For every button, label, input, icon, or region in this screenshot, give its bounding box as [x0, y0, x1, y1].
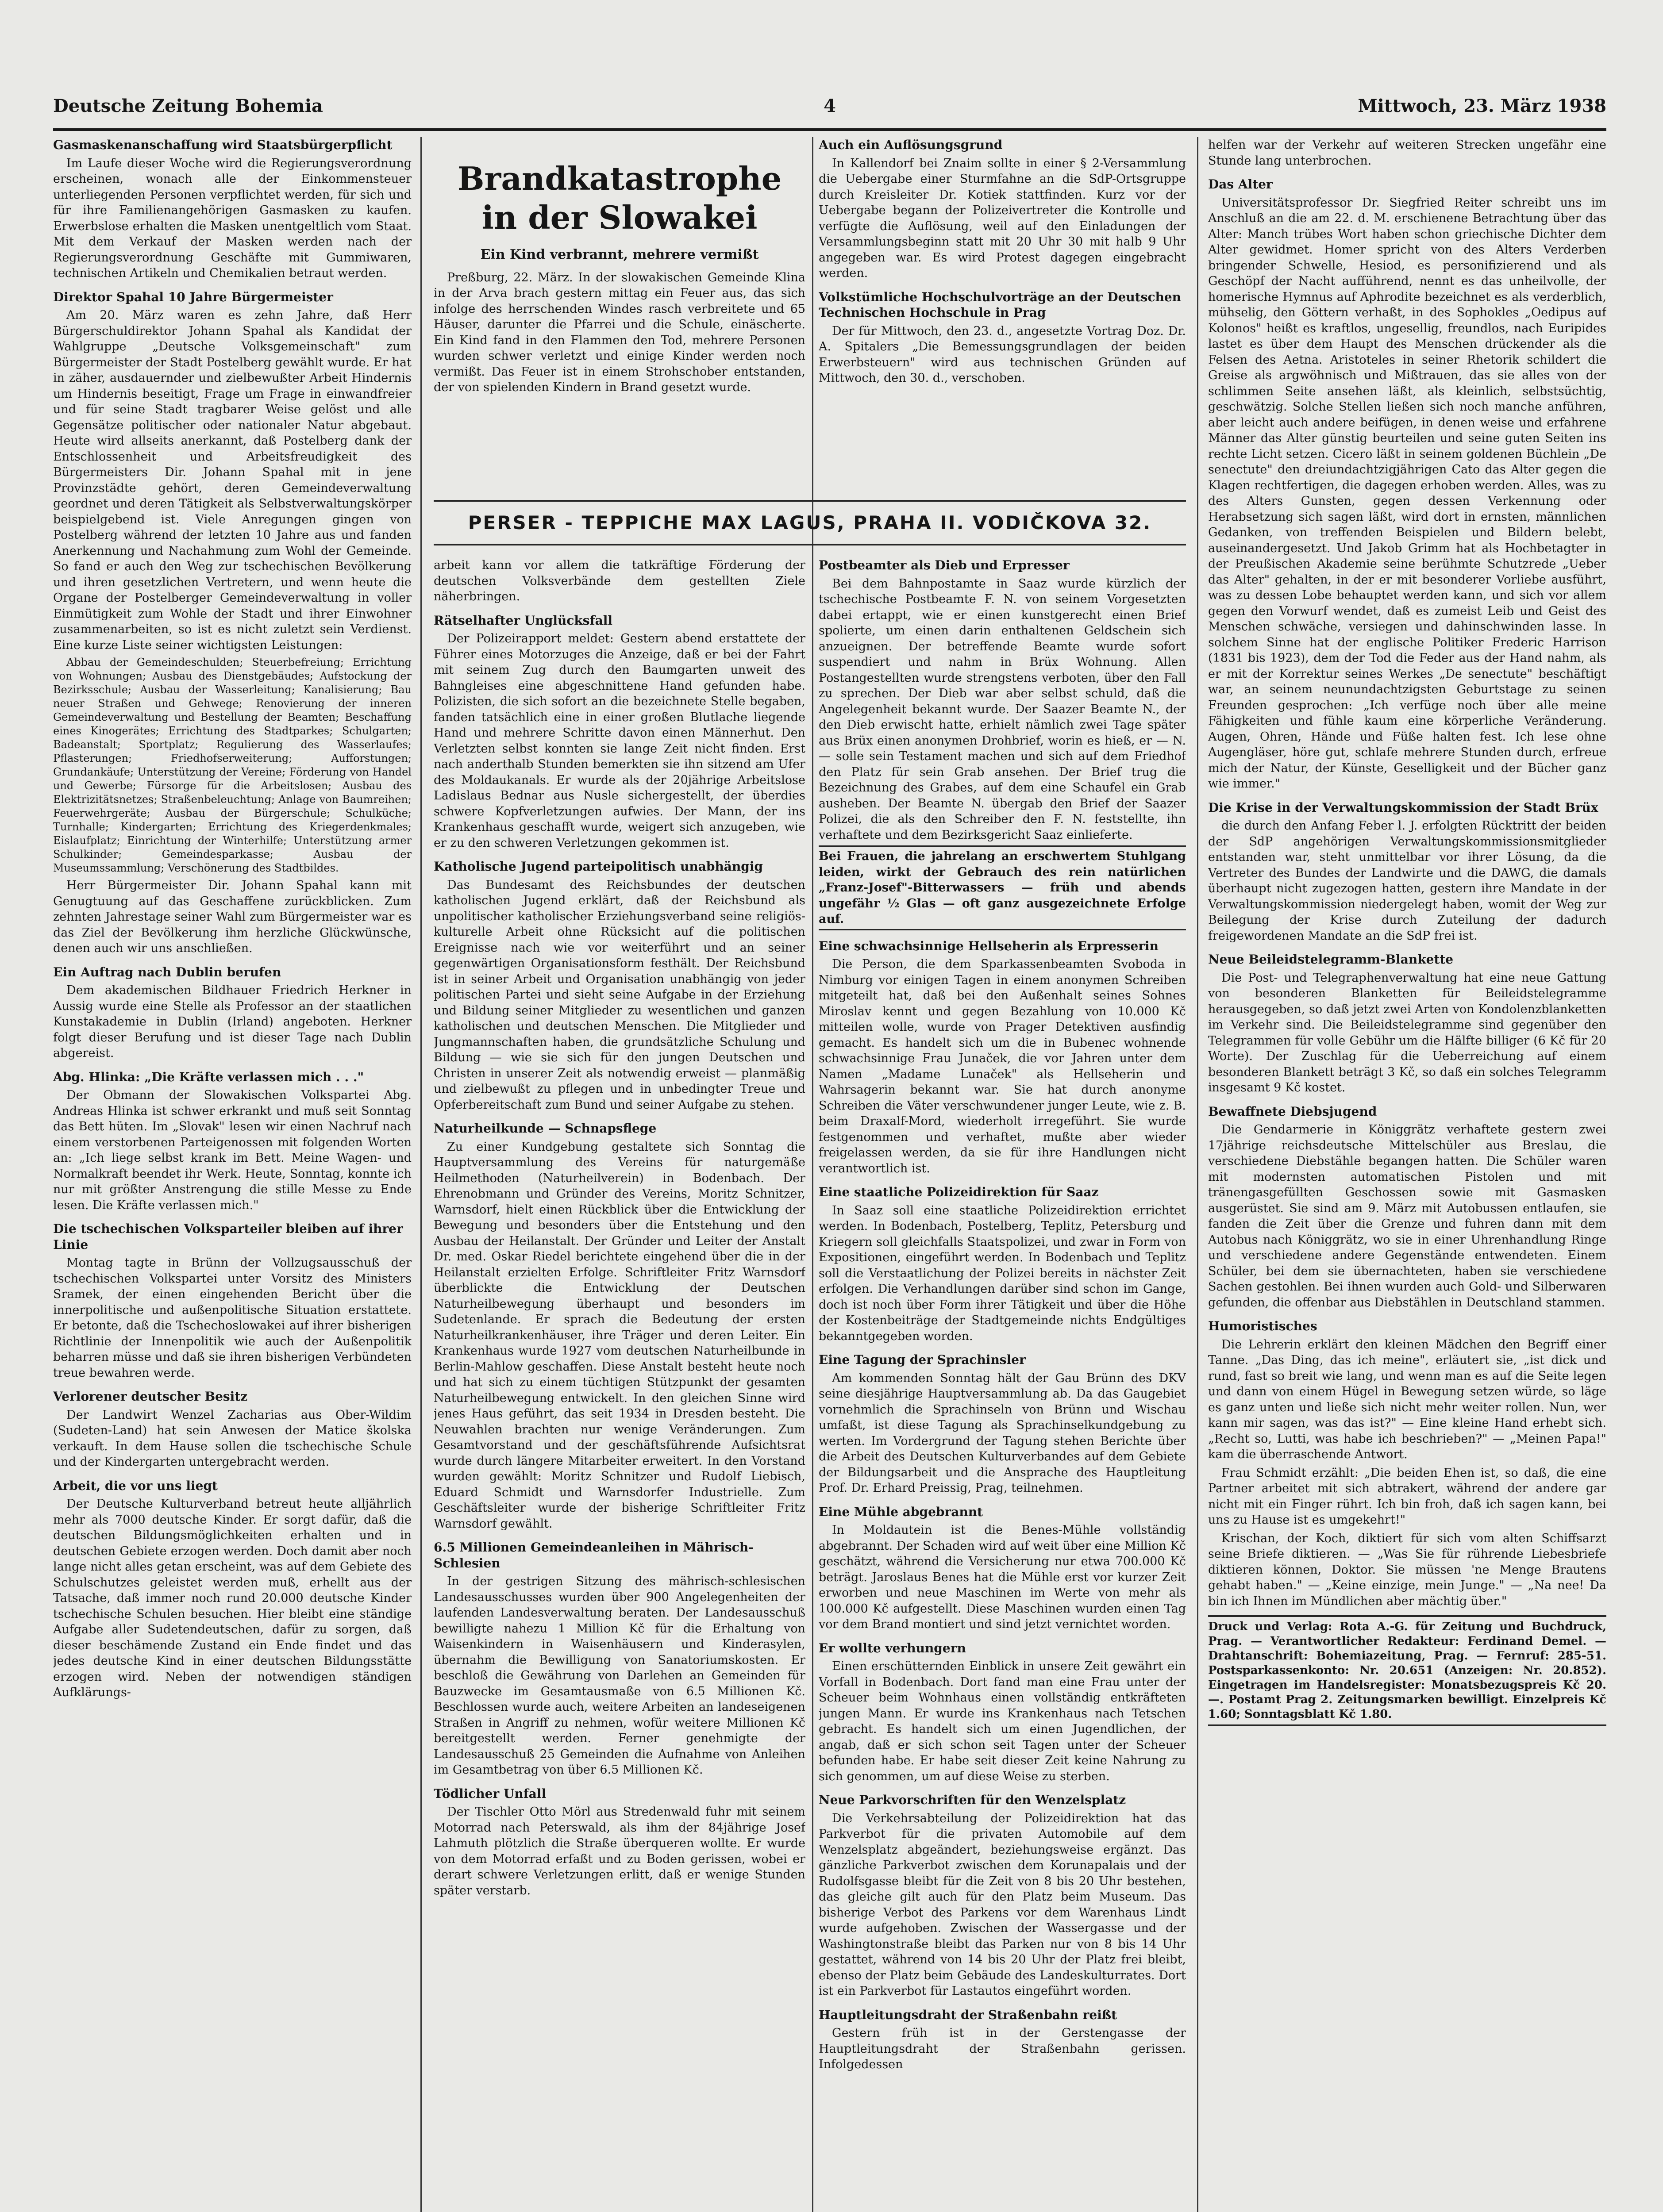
article-heading: 6.5 Millionen Gemeindeanleihen in Mährisch-Schlesien	[434, 1540, 754, 1571]
article-paragraph: Universitätsprofessor Dr. Siegfried Reiter schreibt uns im Anschluß an die am 22. d. M. erschienene Betrachtung über das Alter: Manch trübes Wort haben schon griechische Dichter dem Alter gewidmet. Homer spricht von des Alters Verderben bringender Schwelle, Hesiod, es personifizierend und als Geschöpf der Nacht aufführend, nennt es das unheilvolle, der homerische Hymnus auf Aphrodite bezeichnet es als verderblich, mühselig, den Göttern verhaßt, in des Sophokles „Oedipus auf Kolonos" heißt es kraftlos, ungesellig, freundlos, nach Euripides lastet es über dem Haupt des Menschen drückender als die Felsen des Aetna. Aristoteles in seiner Rhetorik schildert die Greise als argwöhnisch und Mißtrauen, das sie alles von der schlimmen Seite ansehen läßt, als kleinlich, selbstsüchtig, geschwätzig. Solche Stellen ließen sich noch manche anführen, aber leicht auch andere beifügen, in denen weise und erfahrene Männer das Alter günstig beurteilen und seine guten Seiten ins rechte Licht setzen. Cicero läßt in seinem goldenen Büchlein „De senectute" den dreiundachtzigjährigen Cato das Alter gegen die Klagen rechtfertigen, die dagegen erhoben werden. Alles, was zu des Alters Gunsten, gegen dessen Verkennung oder Herabsetzung sich sagen läßt, wird dort in ernsten, männlichen Gedanken, von treffenden Beispielen und Bildern belebt, auseinandergesetzt. Und Jakob Grimm hat als Hochbetagter in der Preußischen Akademie seine berühmte Schutzrede „Ueber das Alter" gehalten, in der er mit besonderer Vorliebe ausführt, was zu dessen Lobe behauptet werden kann, und sich vor allem gegen den Vorwurf wendet, daß es zumeist Leib und Geist des Menschen schwäche, versiegen und dahinschwinden lasse. In solchem Sinne hat der englische Politiker Frederic Harrison (1831 bis 1923), dem der Tod die Feder aus der Hand nahm, als er mit der Korrektur seines Werkes „De senectute" beschäftigt war, an seinem neunundachtzigsten Geburtstage zu seinen Freunden gesprochen: „Ich verfüge noch über alle meine Fähigkeiten und fühle kaum eine körperliche Veränderung. Augen, Ohren, Hände und Füße halten fest. Ich lese ohne Augengläser, höre gut, schlafe mehrere Stunden durch, erfreue mich der Natur, der Künste, Geselligkeit und der Bücher ganz wie immer."	[1208, 196, 1606, 791]
column-3-bottom	[819, 557, 1186, 2212]
article-paragraph: Die Verkehrsabteilung der Polizeidirektion hat das Parkverbot für die privaten Automobile auf dem Wenzelsplatz abgeändert, beziehungsweise ergänzt. Das gänzliche Parkverbot zwischen dem Korunapalais und der Rudolfsgasse bleibt für die Zeit von 8 bis 20 Uhr bestehen, das gleiche gilt auch für den Platz beim Museum. Das bisherige Verbot des Parkens vor dem Warenhaus Lindt wurde aufgehoben. Zwischen der Wassergasse und der Washingtonstraße bleibt das Parken nur von 8 bis 14 Uhr gestattet, während von 14 bis 20 Uhr der Platz frei bleibt, ebenso der Platz beim Gebäude des Landeskulturrates. Dort ist ein Parkverbot für Lastautos eingeführt worden.	[819, 1811, 1186, 1998]
article-heading: Eine Mühle abgebrannt	[819, 1504, 983, 1519]
masthead	[53, 80, 1606, 131]
article-heading: Abg. Hlinka: „Die Kräfte verlassen mich . . ."	[53, 1069, 364, 1084]
article-paragraph: die durch den Anfang Feber l. J. erfolgten Rücktritt der beiden der SdP angehörigen Verwaltungskommissionsmitglieder entstanden war, steht unmittelbar vor ihrer Lösung, da die Vertreter des Bundes der Landwirte und die DAWG, die damals überhaupt nicht zugezogen hatten, gestern ihre Mandate in der Verwaltungskommission niedergelegt haben, womit der Weg zur Beilegung der Krise durch Zuteilung der dadurch freigewordenen Mandate an die SdP frei ist.	[1208, 819, 1606, 943]
article-paragraph: Der für Mittwoch, den 23. d., angesetzte Vortrag Doz. Dr. A. Spitalers „Die Bemessungsgrundlagen der beiden Erwerbsteuern" wird aus technischen Gründen auf Mittwoch, den 30. d., verschoben.	[819, 324, 1186, 385]
column-3-top	[819, 137, 1186, 491]
article-heading: Er wollte verhungern	[819, 1640, 966, 1655]
headline	[434, 159, 805, 237]
article-paragraph: arbeit kann vor allem die tatkräftige Förderung der deutschen Volksverbände dem gestellten Ziele näherbringen.	[434, 558, 805, 603]
article-paragraph: Am 20. März waren es zehn Jahre, daß Herr Bürgerschuldirektor Johann Spahal als Kandidat der Wahlgruppe „Deutsche Volksgemeinschaft" zum Bürgermeister der Stadt Postelberg gewählt wurde. Er hat in zäher, ausdauernder und zielbewußter Arbeit Hindernis um Hindernis beseitigt, Frage um Frage in einwandfreier und für seine Stadt tragbarer Weise gelöst und alle Gegensätze politischer oder nationaler Natur abgebaut. Heute wird allseits anerkannt, daß Postelberg dank der Entschlossenheit und Arbeitsfreudigkeit des Bürgermeisters Dir. Johann Spahal mit in jene Provinzstädte gehört, deren Gemeindeverwaltung geordnet und deren Tätigkeit als Selbstverwaltungskörper beispielgebend ist. Viele Anregungen gingen von Postelberg während der letzten 10 Jahre aus und fanden Anerkennung und Nachahmung zum Wohl der Gemeinde. So fand er auch den Weg zur tschechischen Bevölkerung und ihren gesetzlichen Vertretern, und wenn heute die Organe der Postelberger Gemeindeverwaltung in voller Einmütigkeit zum Wohle der Stadt und ihrer Einwohner zusammenarbeiten, so ist es nicht zuletzt sein Verdienst. Eine kurze Liste seiner wichtigsten Leistungen:	[53, 308, 412, 652]
advertisement-banner	[434, 500, 1186, 545]
article-paragraph: Der Deutsche Kulturverband betreut heute alljährlich mehr als 7000 deutsche Kinder. Er sorgt dafür, daß die deutschen Bildungsmöglichkeiten erhalten und in deutschen Gebiete erzogen werden. Doch damit aber noch lange nicht alles getan erscheint, was auf dem Gebiete des Schulschutzes geleistet werden muß, erhellt aus der Tatsache, daß immer noch rund 20.000 deutsche Kinder tschechische Schulen besuchen. Hier bleibt eine ständige Aufgabe aller Sudetendeutschen, dafür zu sorgen, daß dieser beschämende Zustand ein Ende findet und das jedes deutsche Kind in einer deutschen Bildungsstätte erzogen wird. Neben der notwendigen ständigen Aufklärungs-	[53, 1497, 412, 1699]
article-paragraph: Gestern früh ist in der Gerstengasse der Hauptleitungsdraht der Straßenbahn gerissen. Infolgedessen	[819, 2026, 1186, 2071]
page-number: 4	[824, 96, 836, 116]
article-paragraph: Der Landwirt Wenzel Zacharias aus Ober-Wildim (Sudeten-Land) hat sein Anwesen der Matice školska verkauft. In dem Hause sollen die tschechische Schule und der Kindergarten untergebracht werden.	[53, 1408, 412, 1469]
article-paragraph: Die Post- und Telegraphenverwaltung hat eine neue Gattung von besonderen Blanketten für Beileidstelegramme herausgegeben, so daß jetzt zwei Arten von Kondolenzblanketten im Verkehr sind. Die Beileidstelegramme sind gegenüber den Telegrammen für volle Gebühr um die Hälfte billiger (6 Kč für 20 Worte). Der Zuschlag für die Ueberreichung auf einem besonderen Blankett beträgt 3 Kč, so daß ein solches Telegramm insgesamt 9 Kč kostet.	[1208, 971, 1606, 1094]
article-heading: Auch ein Auflösungsgrund	[819, 138, 1003, 152]
imprint: Druck und Verlag: Rota A.-G. für Zeitung und Buchdruck, Prag. — Verantwortlicher Redakteur: Ferdinand Demel. — Drahtanschrift: Bohemiazeitung, Prag. — Fernruf: 285-51. Postsparkassenkonto: Nr. 20.651 (Anzeigen: Nr. 20.852). Eingetragen im Handelsregister: Monatsbezugspreis Kč 20.—. Postamt Prag 2. Zeitungsmarken bewilligt. Einzelpreis Kč 1.60; Sonntagsblatt Kč 1.80.	[1208, 1615, 1606, 1726]
article-paragraph: Herr Bürgermeister Dir. Johann Spahal kann mit Genugtuung auf das Geschaffene zurückblicken. Zum zehnten Jahrestage seiner Wahl zum Bürgermeister war es das Ziel der Bevölkerung ihm herzliche Glückwünsche, denen auch wir uns anschließen.	[53, 879, 412, 955]
article-paragraph: Bei dem Bahnpostamte in Saaz wurde kürzlich der tschechische Postbeamte F. N. von seinem Vorgesetzten dabei ertappt, wie er einen kunstgerecht einen Brief spolierte, um einen darin enthaltenen Geldschein sich anzueignen. Der betreffende Beamte wurde sofort suspendiert und nahm in Brüx Wohnung. Allen Postangestellten wurde strengstens verboten, über den Fall zu sprechen. Der Dieb war aber selbst schuld, daß die Angelegenheit bekannt wurde. Der Saazer Beamte N., der den Dieb erwischt hatte, erhielt nämlich zwei Tage später aus Brüx einen anonymen Drohbrief, worin es hieß, er — N. — solle sein Testament machen und sich auf dem Friedhof den Platz für sein Grab ansehen. Der Brief trug die Bezeichnung des Grabes, auf dem eine Schaufel ein Grab ausheben. Der Beamte N. übergab den Brief der Saazer Polizei, die als den Schreiber den F. N. feststellte, ihn verhaftete und dem Bezirksgericht Saaz einlieferte.	[819, 576, 1186, 842]
article-paragraph: Der Tischler Otto Mörl aus Stredenwald fuhr mit seinem Motorrad nach Peterswald, als ihm der 84jährige Josef Lahmuth plötzlich die Straße überqueren wollte. Er wurde von dem Motorrad erfaßt und zu Boden gerissen, wobei er derart schwere Verletzungen erlitt, daß er wenige Stunden später verstarb.	[434, 1805, 805, 1897]
article-paragraph: Krischan, der Koch, diktiert für sich vom alten Schiffsarzt seine Briefe diktieren. — „Was Sie für rührende Liebesbriefe diktieren können, Doktor. Sie müssen 'ne Menge Brautens gehabt haben." — „Keine einzige, mein Junge." — „Na nee! Da bin ich Ihnen im Mündlichen aber mächtig über."	[1208, 1531, 1606, 1608]
column-4	[1208, 137, 1606, 2212]
article-paragraph: Der Polizeirapport meldet: Gestern abend erstattete der Führer eines Motorzuges die Anzeige, daß er bei der Fahrt mit seinem Zug durch den Baumgarten unweit des Bahngleises eine abgeschnittene Hand gefunden habe. Polizisten, die sich sofort an die bezeichnete Stelle begaben, fanden tatsächlich eine in einer großen Blutlache liegende Hand und mehrere Schritte davon einen Männerhut. Den Verletzten selbst konnten sie lange Zeit nicht finden. Erst nach anderthalb Stunden bemerkten sie ihn sitzend am Ufer des Moldaukanals. Er wurde als der 20jährige Arbeitslose Ladislaus Bednar aus Nusle sichergestellt, der überdies schwere Kopfverletzungen aufwies. Der Mann, der ins Krankenhaus geschafft wurde, weigert sich anzugeben, wie er zu den schweren Verletzungen gekommen ist.	[434, 632, 805, 850]
article-paragraph: Die Person, die dem Sparkassenbeamten Svoboda in Nimburg vor einigen Tagen in einem anonymen Schreiben mitgeteilt hat, daß bei den Außenhalt seines Sohnes Miroslav kennt und gegen Bezahlung von 10.000 Kč mitteilen wolle, wurde von Prager Detektiven ausfindig gemacht. Es handelt sich um die in Bubenec wohnende schwachsinnige Frau Junaček, die vor Jahren unter dem Namen „Madame Lunaček" als Hellseherin und Wahrsagerin bekannt war. Sie hat durch anonyme Schreiben die Väter verschwundener junger Leute, wie z. B. beim Draxalf-Mord, wiederholt irregeführt. Sie wurde festgenommen und verhaftet, mußte aber wieder freigelassen werden, da sie für ihre Handlungen nicht verantwortlich ist.	[819, 957, 1186, 1175]
article-heading: Verlorener deutscher Besitz	[53, 1389, 248, 1404]
article-heading: Eine schwachsinnige Hellseherin als Erpresserin	[819, 938, 1159, 953]
article-heading: Postbeamter als Dieb und Erpresser	[819, 558, 1070, 572]
article-paragraph: Einen erschütternden Einblick in unsere Zeit gewährt ein Vorfall in Bodenbach. Dort fand man eine Frau unter der Scheuer beim Wohnhaus einen vollständig entkräfteten jungen Mann. Er wurde ins Krankenhaus nach Tetschen gebracht. Es handelt sich um einen Jugendlichen, der angab, daß er sich schon seit Tagen unter der Scheuer befunden habe. Er habe seit dieser Zeit keine Nahrung zu sich genommen, um auf diese Weise zu sterben.	[819, 1659, 1186, 1783]
column-rule-1	[420, 137, 422, 2212]
headline-line-2: in der Slowakei	[481, 199, 758, 236]
article-heading: Hauptleitungsdraht der Straßenbahn reißt	[819, 2007, 1117, 2022]
article-heading: Neue Parkvorschriften für den Wenzelsplatz	[819, 1793, 1126, 1807]
article-paragraph: Montag tagte in Brünn der Vollzugsausschuß der tschechischen Volkspartei unter Vorsitz des Ministers Sramek, der einen eingehenden Bericht über die innerpolitische und außenpolitische Situation erstattete. Er betonte, daß die Tschechoslowakei auf ihrer bisherigen Richtlinie der Innenpolitik wie auch der Außenpolitik beharren müsse und daß sie ihren bisherigen Verbündeten treue bewahren werde.	[53, 1256, 412, 1380]
article-heading: Das Alter	[1208, 177, 1273, 192]
article-paragraph: Frau Schmidt erzählt: „Die beiden Ehen ist, so daß, die eine Partner arbeitet mit sich abtrakert, während der andere gar nicht mit ein Finger rührt. Ich bin froh, daß ich sagen kann, bei uns zu Hause ist es umgekehrt!"	[1208, 1466, 1606, 1527]
article-heading: Die tschechischen Volksparteiler bleiben auf ihrer Linie	[53, 1221, 403, 1252]
article-heading: Rätselhafter Unglücksfall	[434, 613, 613, 628]
article-heading: Volkstümliche Hochschulvorträge an der Deutschen Technischen Hochschule in Prag	[819, 289, 1182, 320]
masthead-title: Deutsche Zeitung Bohemia	[53, 96, 323, 116]
article-heading: Eine Tagung der Sprachinsler	[819, 1352, 1026, 1367]
column-2-bottom	[434, 557, 805, 2212]
article-heading: Arbeit, die vor uns liegt	[53, 1478, 218, 1493]
article-paragraph: In der gestrigen Sitzung des mährisch-schlesischen Landesausschusses wurden über 900 Angelegenheiten der laufenden Landesverwaltung beraten. Der Landesausschuß bewilligte nahezu 1 Million Kč für die Erhaltung von Waisenkindern in Waisenhäusern und Kinderasylen, übernahm die Bewilligung von Sanatoriumskosten. Er beschloß die Gewährung von Darlehen an Gemeinden für Bauzwecke im Gesamtausmaße von 6.5 Millionen Kč. Beschlossen wurde auch, weitere Arbeiten an landeseigenen Straßen in Angriff zu nehmen, wofür weitere Millionen Kč bereitgestellt werden. Ferner genehmigte der Landesausschuß 25 Gemeinden die Aufnahme von Anleihen im Gesamtbetrag von über 6.5 Millionen Kč.	[434, 1575, 805, 1777]
article-heading: Naturheilkunde — Schnapsflege	[434, 1121, 657, 1136]
article-paragraph: Dem akademischen Bildhauer Friedrich Herkner in Aussig wurde eine Stelle als Professor an der staatlichen Kunstakademie in Dublin (Irland) angeboten. Herkner folgt dieser Berufung und ist dieser Tage nach Dublin abgereist.	[53, 983, 412, 1060]
column-1	[53, 137, 412, 2212]
article-paragraph: In Kallendorf bei Znaim sollte in einer § 2-Versammlung die Uebergabe einer Sturmfahne an die SdP-Ortsgruppe durch Kreisleiter Dr. Kotiek stattfinden. Kurz vor der Uebergabe begann der Polizeivertreter die Kontrolle und verfügte die Auflösung, weil auf den Einladungen der Versammlungsbeginn statt mit 20 Uhr 30 mit halb 9 Uhr angegeben war. Es wird Protest dagegen eingebracht werden.	[819, 156, 1186, 280]
article-paragraph: helfen war der Verkehr auf weiteren Strecken ungefähr eine Stunde lang unterbrochen.	[1208, 138, 1606, 168]
column-rule-3	[1197, 137, 1198, 2212]
small-advertisement: Bei Frauen, die jahrelang an erschwertem Stuhlgang leiden, wirkt der Gebrauch des rein natürlichen „Franz-Josef"-Bitterwassers — früh und abends ungefähr ½ Glas — oft ganz ausgezeichnete Erfolge auf.	[819, 845, 1186, 930]
article-heading: Katholische Jugend parteipolitisch unabhängig	[434, 859, 763, 874]
article-heading: Humoristisches	[1208, 1319, 1317, 1333]
article-heading: Eine staatliche Polizeidirektion für Saaz	[819, 1185, 1099, 1199]
headline-line-1: Brandkatastrophe	[457, 160, 782, 197]
article-paragraph: Die Gendarmerie in Königgrätz verhaftete gestern zwei 17jährige reichsdeutsche Mittelschüler aus Breslau, die verschiedene Diebstähle begangen hatten. Die Schüler waren mit modernsten automatischen Pistolen und mit tränengasgefüllten Geschossen sowie mit Gasmasken ausgerüstet. Sie sind am 9. März mit Autobussen entlaufen, sie fanden die Zeit über die Grenze und fuhren dann mit dem Autobus nach Königgrätz, wo sie in einer Uhrenhandlung Ringe und verschiedene andere Gegenstände entwendeten. Einem Schüler, bei dem sie übernachteten, haben sie verschiedene Sachen gestohlen. Bei ihnen wurden auch Gold- und Silberwaren gefunden, die offenbar aus Diebstählen in Deutschland stammen.	[1208, 1123, 1606, 1310]
article-paragraph: Der Obmann der Slowakischen Volkspartei Abg. Andreas Hlinka ist schwer erkrankt und muß seit Sonntag das Bett hüten. Im „Slovak" lesen wir einen Nachruf nach einem verstorbenen Parteigenossen mit folgenden Worten an: „Ich liege selbst krank im Bett. Meine Wagen- und Normalkraft beendet ihr Werk. Heute, Sonntag, konnte ich nur mit größter Anstrengung die stille Messe zu Ende lesen. Die Kräfte verlassen mich."	[53, 1088, 412, 1212]
article-paragraph: In Saaz soll eine staatliche Polizeidirektion errichtet werden. In Bodenbach, Postelberg, Teplitz, Petersburg und Kriegern soll gleichfalls Staatspolizei, und zwar in Form von Expositionen, eingeführt werden. In Bodenbach und Teplitz soll die Verstaatlichung der Polizei bereits in nächster Zeit erfolgen. Die Verhandlungen darüber sind schon im Gange, doch ist noch über Form ihrer Tätigkeit und über die Höhe der Kostenbeiträge der Stadtgemeinde nichts Endgültiges bekanntgegeben worden.	[819, 1203, 1186, 1343]
advertisement-text: PERSER - TEPPICHE MAX LAGUS, PRAHA II. VODIČKOVA 32.	[468, 512, 1152, 534]
article-heading: Direktor Spahal 10 Jahre Bürgermeister	[53, 289, 333, 304]
article-paragraph: Preßburg, 22. März. In der slowakischen Gemeinde Klina in der Arva brach gestern mittag ein Feuer aus, das sich infolge des herrschenden Windes rasch verbreitete und 65 Häuser, darunter die Pfarrei und die Schule, einäscherte. Ein Kind fand in den Flammen den Tod, mehrere Personen wurden schwer verletzt und einige Kinder werden noch vermißt. Das Feuer ist in einem Strohschober entstanden, der von spielenden Kindern in Brand gesetzt wurde.	[434, 270, 805, 394]
article-paragraph: Zu einer Kundgebung gestaltete sich Sonntag die Hauptversammlung des Vereins für naturgemäße Heilmethoden (Naturheilverein) in Bodenbach. Der Ehrenobmann und Gründer des Vereins, Moritz Schnitzer, Warnsdorf, hielt einen Rückblick über die Entwicklung der Bewegung und besonders über die Entstehung und den Ausbau der Heilanstalt. Der Gründer und Leiter der Anstalt Dr. med. Oskar Riedel berichtete eingehend über die in der Heilanstalt erzielten Erfolge. Schriftleiter Fritz Warnsdorf überblickte die Entwicklung der Deutschen Naturheilbewegung überhaupt und besonders im Sudetenlande. Er sprach die Bedeutung der ersten Naturheilkrankenhäuser, ihre Träger und deren Leiter. Ein Krankenhaus wurde 1927 vom deutschen Naturheilbunde in Berlin-Mahlow geschaffen. Diese Anstalt besteht heute noch und hat sich zu einem tüchtigen Stützpunkt der gesamten Naturheilbewegung entwickelt. In den gleichen Sinne wird jenes Haus geführt, das seit 1934 in Dresden besteht. Die Neuwahlen brachten nur wenige Veränderungen. Zum Gesamtvorstand und der geschäftsführende Aufsichtsrat wurde durch längere Mitarbeiter erweitert. In den Vorstand wurden gewählt: Moritz Schnitzer und Rudolf Liebisch, Eduard Schmidt und Warnsdorfer Industrielle. Zum Geschäftsleiter wurde der bisherige Schriftleiter Fritz Warnsdorf gewählt.	[434, 1140, 805, 1531]
article-paragraph: Die Lehrerin erklärt den kleinen Mädchen den Begriff einer Tanne. „Das Ding, das ich meine", erläutert sie, „ist dick und rund, fast so breit wie lang, und wenn man es auf die Seite legen und dann von einem Hügel in Bewegung setzen würde, so läge es ganz unten und ließe sich nicht mehr weiter rollen. Nun, wer kann mir sagen, was das ist?" — Eine kleine Hand erhebt sich. „Recht so, Lutti, was habe ich beschrieben?" — „Meinen Papa!" kam die überraschende Antwort.	[1208, 1337, 1606, 1461]
masthead-date: Mittwoch, 23. März 1938	[1358, 96, 1606, 116]
article-paragraph: Das Bundesamt des Reichsbundes der deutschen katholischen Jugend erklärt, daß der Reichsbund als unpolitischer katholischer Erziehungsverband seine religiös-kulturelle Arbeit ohne Rücksicht auf die politischen Ereignisse nach wie vor weiterführt und an seiner gegenwärtigen Organisationsform festhält. Der Reichsbund ist in seiner Arbeit und Organisation unabhängig von jeder politischen Partei und sieht seine Aufgabe in der Erziehung und Bildung seiner Mitglieder zu wesentlichen und ganzen katholischen und deutschen Menschen. Die Mitglieder und Jungmannschaften haben, die grundsätzliche Schulung und Bildung — wie sie sich für den jungen Deutschen und Christen in unserer Zeit als notwendig erweist — planmäßig und zielbewußt zu pflegen und in unbedingter Treue und Opferbereitschaft zum Bund und seiner Aufgabe zu stehen.	[434, 878, 805, 1112]
article-heading: Gasmaskenanschaffung wird Staatsbürgerpflicht	[53, 138, 393, 152]
article-heading: Bewaffnete Diebsjugend	[1208, 1104, 1377, 1119]
article-heading: Tödlicher Unfall	[434, 1786, 547, 1801]
article-paragraph: Im Laufe dieser Woche wird die Regierungsverordnung erscheinen, wonach alle der Einkommensteuer unterliegenden Personen verpflichtet werden, für sich und für ihre Familienangehörigen Gasmasken zu kaufen. Erwerbslose erhalten die Masken unentgeltlich vom Staat. Mit dem Verkauf der Masken werden nach der Regierungsverordnung Geschäfte mit Gummiwaren, technischen Artikeln und Chemikalien betraut werden.	[53, 156, 412, 280]
article-heading: Die Krise in der Verwaltungskommission der Stadt Brüx	[1208, 800, 1598, 815]
article-heading: Neue Beileidstelegramm-Blankette	[1208, 952, 1454, 967]
article-paragraph: In Moldautein ist die Benes-Mühle vollständig abgebrannt. Der Schaden wird auf weit über eine Million Kč geschätzt, während die Versicherung nur etwa 700.000 Kč beträgt. Jaroslaus Benes hat die Mühle erst vor kurzer Zeit erworben und neue Maschinen im Werte von mehr als 100.000 Kč aufgestellt. Diese Maschinen wurden einen Tag vor dem Brand montiert und sind jetzt vernichtet worden.	[819, 1523, 1186, 1631]
column-2-top	[434, 137, 805, 491]
column-rule-2	[812, 137, 813, 2212]
article-heading: Ein Auftrag nach Dublin berufen	[53, 964, 281, 979]
subheadline: Ein Kind verbrannt, mehrere vermißt	[480, 247, 759, 262]
article-paragraph: Am kommenden Sonntag hält der Gau Brünn des DKV seine diesjährige Hauptversammlung ab. Da das Gaugebiet vornehmlich die Sprachinseln von Brünn und Wischau umfaßt, ist diese Tagung als Sprachinselkundgebung zu werten. Im Vordergrund der Tagung stehen Berichte über die Arbeit des Deutschen Kulturverbandes auf dem Gebiete der Bildungsarbeit und die Ansprache des Hauptleitung Prof. Dr. Erhard Preissig, Prag, teilnehmen.	[819, 1371, 1186, 1495]
article-paragraph: Abbau der Gemeindeschulden; Steuerbefreiung; Errichtung von Wohnungen; Ausbau des Dienstgebäudes; Aufstockung der Bezirksschule; Ausbau der Wasserleitung; Kanalisierung; Bau neuer Straßen und Gehwege; Renovierung der inneren Gemeindeverwaltung und Bestellung der Beamten; Beschaffung eines Kinogerätes; Errichtung des Stadtparkes; Schulgarten; Badeanstalt; Sportplatz; Regulierung des Wasserlaufes; Pflasterungen; Friedhofserweiterung; Aufforstungen; Grundankäufe; Unterstützung der Vereine; Förderung von Handel und Gewerbe; Fürsorge für die Arbeitslosen; Ausbau des Elektrizitätsnetzes; Straßenbeleuchtung; Anlage von Baumreihen; Feuerwehrgeräte; Ausbau der Bürgerschule; Schulküche; Turnhalle; Kindergarten; Errichtung des Kriegerdenkmales; Eislaufplatz; Einrichtung der Winterhilfe; Unterstützung armer Schulkinder; Gemeindesparkasse; Ausbau der Museumssammlung; Verschönerung des Stadtbildes.	[53, 656, 412, 874]
